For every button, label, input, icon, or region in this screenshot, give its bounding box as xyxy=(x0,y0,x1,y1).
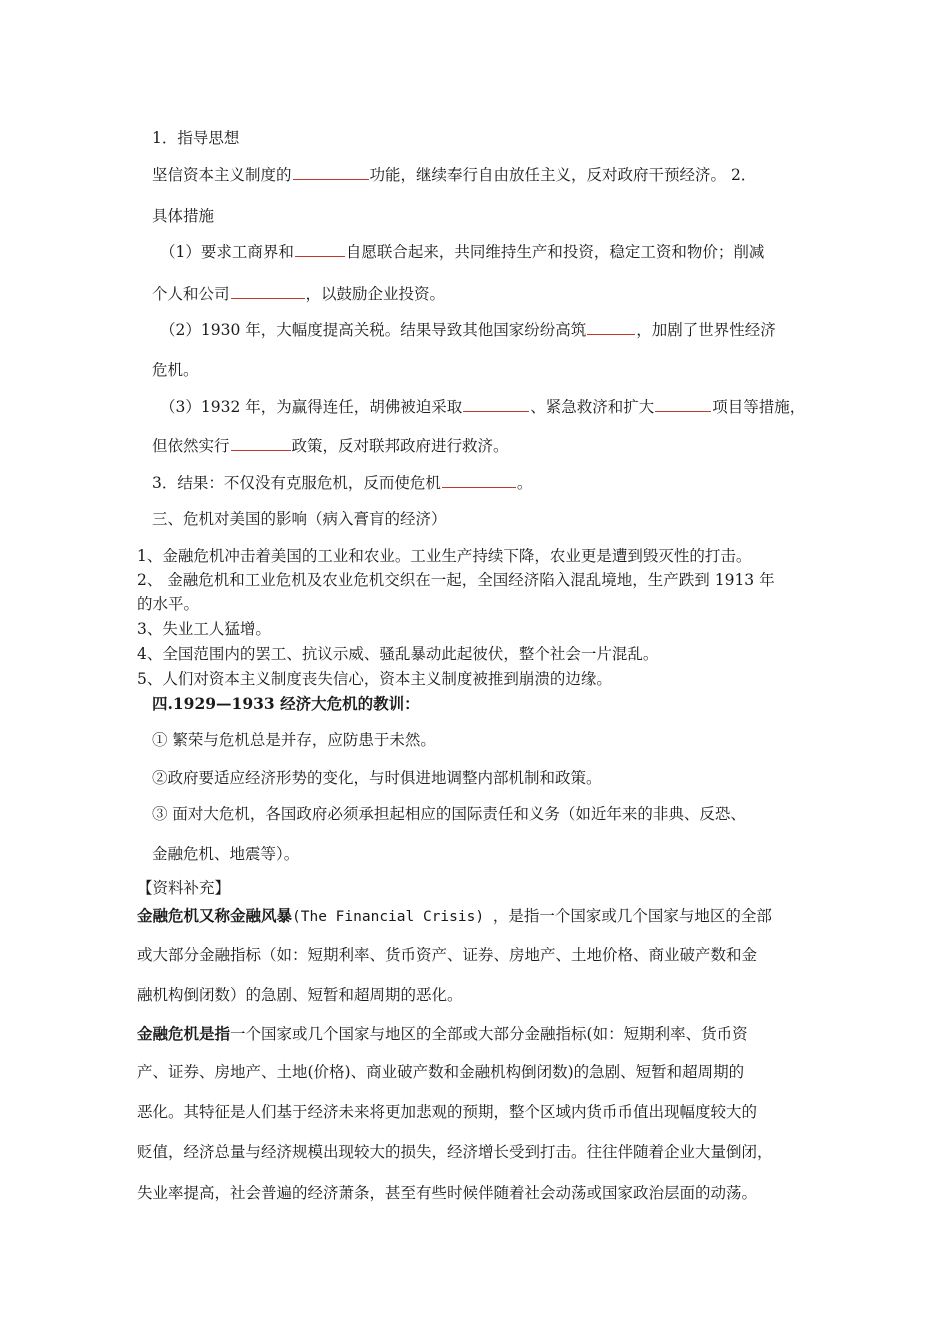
heading-impact: 三、危机对美国的影响（病入膏肓的经济） xyxy=(152,510,447,528)
english-term: (The Financial Crisis) xyxy=(292,909,493,925)
fill-blank[interactable] xyxy=(655,397,711,412)
measure-2-line1 xyxy=(160,320,776,340)
fill-blank[interactable] xyxy=(231,436,291,451)
text-segment: （2）1930 年，大幅度提高关税。结果导致其他国家纷纷高筑 xyxy=(160,321,587,339)
heading-measures: 具体措施 xyxy=(152,207,215,225)
lesson-2: ②政府要适应经济形势的变化，与时俱进地调整内部机制和政策。 xyxy=(152,769,602,787)
impact-item-1: 1、金融危机冲击着美国的工业和农业。工业生产持续下降，农业更是遭到毁灭性的打击。 xyxy=(137,547,752,565)
impact-item-5: 5、人们对资本主义制度丧失信心，资本主义制度被推到崩溃的边缘。 xyxy=(137,670,612,688)
text-segment: ，加剧了世界性经济 xyxy=(636,321,776,339)
text-segment: ，以鼓励企业投资。 xyxy=(305,285,446,303)
text-segment: （1）要求工商界和 xyxy=(160,243,294,261)
text-segment: 一个国家或几个国家与地区的全部或大部分金融指标(如：短期利率、货币资 xyxy=(230,1025,748,1043)
measure-1-line1 xyxy=(160,242,764,262)
paragraph-belief xyxy=(152,165,756,185)
lesson-1: ① 繁荣与危机总是并存，应防患于未然。 xyxy=(152,731,436,749)
text-segment: 自愿联合起来，共同维持生产和投资，稳定工资和物价；削减 xyxy=(345,243,765,261)
text-segment: 3．结果：不仅没有克服危机，反而使危机 xyxy=(152,474,441,492)
measure-3-line2 xyxy=(152,436,509,456)
lesson-3: ③ 面对大危机，各国政府必须承担起相应的国际责任和义务（如近年来的非典、反恐、 xyxy=(152,805,746,823)
supplement-p2-line5: 失业率提高，社会普遍的经济萧条，甚至有些时候伴随着社会动荡或国家政治层面的动荡。 xyxy=(137,1184,758,1202)
text-segment: （3）1932 年，为赢得连任，胡佛被迫采取 xyxy=(160,398,463,416)
text-segment: 、紧急救济和扩大 xyxy=(530,398,655,416)
impact-item-2-cont: 的水平。 xyxy=(137,595,200,613)
text-segment: 坚信资本主义制度的 xyxy=(152,166,292,184)
supplement-p2-line4: 贬值，经济总量与经济规模出现较大的损失，经济增长受到打击。往往伴随着企业大量倒闭， xyxy=(137,1143,773,1161)
fill-blank[interactable] xyxy=(442,473,516,488)
impact-item-4: 4、全国范围内的罢工、抗议示威、骚乱暴动此起彼伏，整个社会一片混乱。 xyxy=(137,645,659,663)
text-segment: 。 xyxy=(516,474,533,492)
term-financial-crisis: 金融危机是指 xyxy=(137,1024,231,1043)
heading-guiding-thought: 1．指导思想 xyxy=(152,129,240,147)
supplement-p2-line2: 产、证券、房地产、土地(价格)、商业破产数和金融机构倒闭数)的急剧、短暂和超周期的 xyxy=(137,1063,745,1081)
measure-2-line2: 危机。 xyxy=(152,361,199,379)
impact-item-2: 2、 金融危机和工业危机及农业危机交织在一起，全国经济陷入混乱境地，生产跌到 1913 年 xyxy=(137,571,775,589)
impact-item-3: 3、失业工人猛增。 xyxy=(137,620,271,638)
heading-lessons: 四.1929—1933 经济大危机的教训： xyxy=(152,694,420,713)
fill-blank[interactable] xyxy=(231,284,305,299)
supplement-p2-line1 xyxy=(137,1024,748,1044)
result-line xyxy=(152,473,532,493)
measure-1-line2 xyxy=(152,284,445,304)
text-segment: 但依然实行 xyxy=(152,437,230,455)
heading-supplement: 【资料补充】 xyxy=(137,879,231,897)
supplement-p1-line2: 或大部分金融指标（如：短期利率、货币资产、证券、房地产、土地价格、商业破产数和金 xyxy=(137,946,758,964)
text-segment: 功能，继续奉行自由放任主义，反对政府干预经济。 2． xyxy=(369,166,757,184)
supplement-p1-line1 xyxy=(137,906,772,927)
supplement-p2-line3: 恶化。其特征是人们基于经济未来将更加悲观的预期，整个区域内货币币值出现幅度较大的 xyxy=(137,1103,758,1121)
measure-3-line1 xyxy=(160,397,805,417)
term-financial-storm: 金融危机又称金融风暴 xyxy=(137,906,293,925)
text-segment: 个人和公司 xyxy=(152,285,230,303)
text-segment: 项目等措施， xyxy=(712,398,806,416)
fill-blank[interactable] xyxy=(295,242,345,257)
text-segment: 政策，反对联邦政府进行救济。 xyxy=(291,437,509,455)
fill-blank[interactable] xyxy=(587,320,635,335)
lesson-3-cont: 金融危机、地震等）。 xyxy=(152,845,300,863)
supplement-p1-line3: 融机构倒闭数）的急剧、短暂和超周期的恶化。 xyxy=(137,986,463,1004)
text-segment: ，是指一个国家或几个国家与地区的全部 xyxy=(492,907,772,925)
fill-blank[interactable] xyxy=(463,397,529,412)
fill-blank[interactable] xyxy=(293,165,369,180)
